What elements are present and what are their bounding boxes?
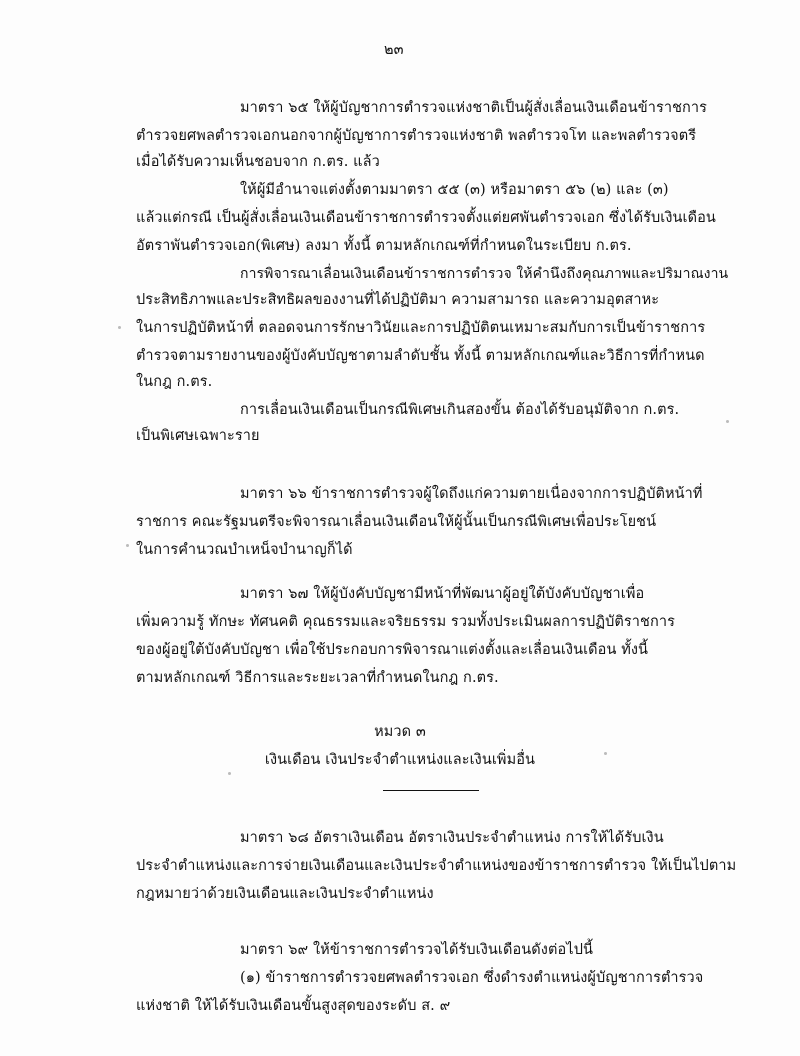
section-65-line-13: เป็นพิเศษเฉพาะราย xyxy=(136,428,260,444)
section-68-line-3: กฎหมายว่าด้วยเงินเดือนและเงินประจำตำแหน่ง xyxy=(136,886,434,902)
section-66-line-2: ราชการ คณะรัฐมนตรีจะพิจารณาเลื่อนเงินเดือนให้ผู้นั้นเป็นกรณีพิเศษเพื่อประโยชน์ xyxy=(136,514,657,530)
section-65-line-3: เมื่อได้รับความเห็นชอบจาก ก.ตร. แล้ว xyxy=(136,154,380,170)
section-65-line-12: การเลื่อนเงินเดือนเป็นกรณีพิเศษเกินสองขั้น ต้องได้รับอนุมัติจาก ก.ตร. xyxy=(240,402,680,418)
section-67-line-1: มาตรา ๖๗ ให้ผู้บังคับบัญชามีหน้าที่พัฒนาผู้อยู่ใต้บังคับบัญชาเพื่อ xyxy=(240,586,645,602)
section-68-line-2: ประจำตำแหน่งและการจ่ายเงินเดือนและเงินประจำตำแหน่งของข้าราชการตำรวจ ให้เป็นไปตาม xyxy=(136,858,737,874)
section-67-line-2: เพิ่มความรู้ ทักษะ ทัศนคติ คุณธรรมและจริยธรรม รวมทั้งประเมินผลการปฏิบัติราชการ xyxy=(136,614,675,630)
section-65-line-10: ตำรวจตามรายงานของผู้บังคับบัญชาตามลำดับชั้น ทั้งนี้ ตามหลักเกณฑ์และวิธีการที่กำหนด xyxy=(136,348,705,364)
section-68-line-1: มาตรา ๖๘ อัตราเงินเดือน อัตราเงินประจำตำแหน่ง การให้ได้รับเงิน xyxy=(240,830,664,846)
section-65-line-7: การพิจารณาเลื่อนเงินเดือนข้าราชการตำรวจ ให้คำนึงถึงคุณภาพและปริมาณงาน xyxy=(240,266,729,282)
scan-speck xyxy=(726,420,729,423)
chapter-title: หมวด ๓ xyxy=(374,724,426,740)
heading-underline-divider xyxy=(383,790,479,791)
scan-speck xyxy=(118,326,121,329)
section-67-line-4: ตามหลักเกณฑ์ วิธีการและระยะเวลาที่กำหนดในกฎ ก.ตร. xyxy=(136,670,499,686)
section-69-line-1: มาตรา ๖๙ ให้ข้าราชการตำรวจได้รับเงินเดือนดังต่อไปนี้ xyxy=(240,942,594,958)
section-69-line-3: แห่งชาติ ให้ได้รับเงินเดือนขั้นสูงสุดของระดับ ส. ๙ xyxy=(136,998,451,1014)
section-65-line-1: มาตรา ๖๕ ให้ผู้บัญชาการตำรวจแห่งชาติเป็นผู้สั่งเลื่อนเงินเดือนข้าราชการ xyxy=(240,100,708,116)
scan-speck xyxy=(604,752,607,755)
section-65-line-4: ให้ผู้มีอำนาจแต่งตั้งตามมาตรา ๕๕ (๓) หรือมาตรา ๕๖ (๒) และ (๓) xyxy=(240,182,669,198)
chapter-subtitle: เงินเดือน เงินประจำตำแหน่งและเงินเพิ่มอื่น xyxy=(264,752,536,768)
section-65-line-6: อัตราพันตำรวจเอก(พิเศษ) ลงมา ทั้งนี้ ตามหลักเกณฑ์ที่กำหนดในระเบียบ ก.ตร. xyxy=(136,238,632,254)
page-number: ๒๓ xyxy=(384,42,404,58)
section-66-line-1: มาตรา ๖๖ ข้าราชการตำรวจผู้ใดถึงแก่ความตายเนื่องจากการปฏิบัติหน้าที่ xyxy=(240,486,703,502)
section-65-line-9: ในการปฏิบัติหน้าที่ ตลอดจนการรักษาวินัยและการปฏิบัติตนเหมาะสมกับการเป็นข้าราชการ xyxy=(136,320,706,336)
section-66-line-3: ในการคำนวณบำเหน็จบำนาญก็ได้ xyxy=(136,542,353,558)
scan-speck xyxy=(126,544,129,547)
section-65-line-5: แล้วแต่กรณี เป็นผู้สั่งเลื่อนเงินเดือนข้าราชการตำรวจตั้งแต่ยศพันตำรวจเอก ซึ่งได้รับเงินเดือน xyxy=(136,210,716,226)
section-65-line-11: ในกฎ ก.ตร. xyxy=(136,374,213,390)
section-69-line-2: (๑) ข้าราชการตำรวจยศพลตำรวจเอก ซึ่งดำรงตำแหน่งผู้บัญชาการตำรวจ xyxy=(240,970,704,986)
section-67-line-3: ของผู้อยู่ใต้บังคับบัญชา เพื่อใช้ประกอบการพิจารณาแต่งตั้งและเลื่อนเงินเดือน ทั้งนี้ xyxy=(136,642,649,658)
section-65-line-8: ประสิทธิภาพและประสิทธิผลของงานที่ได้ปฏิบัติมา ความสามารถ และความอุตสาหะ xyxy=(136,292,660,308)
scan-speck xyxy=(228,772,231,775)
section-65-line-2: ตำรวจยศพลตำรวจเอกนอกจากผู้บัญชาการตำรวจแห่งชาติ พลตำรวจโท และพลตำรวจตรี xyxy=(136,128,697,144)
